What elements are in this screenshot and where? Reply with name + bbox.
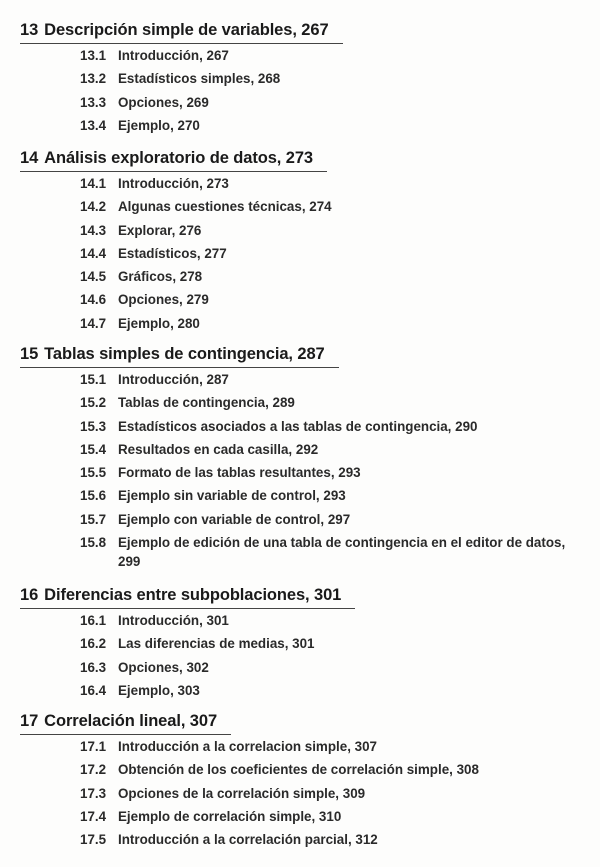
entry-number: 15.3 [80, 418, 107, 434]
chapter-number: 17 [20, 712, 39, 730]
chapter-14 [20, 148, 580, 335]
entry-text: Introducción, 301 [118, 613, 229, 628]
entry-text: Ejemplo sin variable de control, 293 [118, 488, 346, 504]
toc-entry [20, 415, 580, 438]
chapter-title: Diferencias entre subpoblaciones, 301 [44, 586, 342, 604]
entry-text: Opciones, 269 [118, 94, 209, 110]
entry-text: Formato de las tablas resultantes, 293 [118, 465, 361, 481]
chapter-13 [20, 20, 580, 137]
toc-entry [20, 368, 580, 391]
entry-text: Ejemplo de edición de una tabla de contingencia en el editor de datos, 299 [118, 535, 566, 570]
toc-entry [20, 484, 580, 507]
chapter-heading [20, 711, 231, 735]
entry-number: 17.5 [80, 832, 107, 848]
entry-text: Ejemplo de correlación simple, 310 [118, 808, 342, 824]
chapter-title: Descripción simple de variables, 267 [44, 21, 329, 39]
entry-number: 14.4 [80, 245, 107, 261]
chapter-entries [20, 368, 580, 573]
chapter-15 [20, 344, 580, 573]
entry-text: Introducción, 267 [118, 48, 229, 63]
entry-number: 15.2 [80, 395, 107, 411]
chapter-16 [20, 585, 580, 702]
toc-entry [20, 265, 580, 288]
chapter-number: 15 [20, 345, 39, 363]
entry-number: 14.6 [80, 292, 107, 308]
toc-entry [20, 828, 580, 851]
toc-entry [20, 508, 580, 531]
entry-number: 13.2 [80, 71, 107, 87]
entry-number: 14.7 [80, 315, 107, 331]
toc-entry [20, 782, 580, 805]
entry-text: Opciones, 279 [118, 292, 209, 308]
entry-number: 16.4 [80, 682, 107, 698]
toc-entry [20, 679, 580, 702]
toc-entry [20, 632, 580, 655]
entry-text: Gráficos, 278 [118, 269, 203, 285]
entry-text: Introducción a la correlacion simple, 307 [118, 739, 377, 754]
chapter-entries [20, 735, 580, 851]
toc-entry [20, 609, 580, 632]
chapter-entries [20, 172, 580, 335]
toc-entry [20, 735, 580, 758]
entry-number: 15.7 [80, 511, 107, 527]
toc-entry [20, 531, 578, 573]
entry-number: 15.6 [80, 488, 107, 504]
entry-number: 14.3 [80, 222, 107, 238]
entry-number: 13.1 [80, 48, 107, 63]
chapter-title: Correlación lineal, 307 [44, 712, 218, 730]
chapter-heading [20, 20, 343, 44]
entry-number: 15.4 [80, 441, 107, 457]
toc-entry [20, 91, 580, 114]
entry-number: 14.2 [80, 199, 107, 215]
entry-text: Ejemplo, 280 [118, 315, 200, 331]
toc-entry [20, 438, 580, 461]
entry-text: Obtención de los coeficientes de correlación simple, 308 [118, 762, 479, 778]
entry-number: 16.3 [80, 659, 107, 675]
chapter-heading [20, 344, 339, 368]
entry-text: Introducción, 273 [118, 176, 229, 191]
entry-text: Estadísticos simples, 268 [118, 71, 281, 87]
toc-entry [20, 172, 580, 195]
toc-entry [20, 288, 580, 311]
entry-text: Ejemplo, 303 [118, 682, 200, 698]
toc-entry [20, 391, 580, 414]
entry-text: Introducción, 287 [118, 372, 229, 387]
toc-entry [20, 44, 580, 67]
toc-entry [20, 312, 580, 335]
entry-text: Tablas de contingencia, 289 [118, 395, 295, 411]
toc-entry [20, 195, 580, 218]
entry-number: 16.1 [80, 613, 107, 628]
toc-entry [20, 758, 580, 781]
entry-number: 15.8 [80, 535, 107, 551]
entry-text: Resultados en cada casilla, 292 [118, 441, 319, 457]
toc-entry [20, 219, 580, 242]
entry-text: Explorar, 276 [118, 222, 202, 238]
entry-text: Ejemplo, 270 [118, 117, 200, 133]
entry-number: 17.3 [80, 785, 107, 801]
toc-entry [20, 114, 580, 137]
toc-entry [20, 805, 580, 828]
entry-text: Opciones de la correlación simple, 309 [118, 785, 366, 801]
toc-entry [20, 461, 580, 484]
chapter-number: 14 [20, 149, 39, 167]
toc-entry [20, 67, 580, 90]
entry-text: Introducción a la correlación parcial, 312 [118, 832, 378, 848]
chapter-title: Tablas simples de contingencia, 287 [44, 345, 325, 363]
entry-text: Ejemplo con variable de control, 297 [118, 511, 351, 527]
entry-number: 15.5 [80, 465, 107, 481]
chapter-heading [20, 148, 327, 172]
entry-text: Las diferencias de medias, 301 [118, 636, 315, 652]
chapter-title: Análisis exploratorio de datos, 273 [44, 149, 313, 167]
entry-number: 16.2 [80, 636, 107, 652]
entry-number: 15.1 [80, 372, 107, 387]
chapter-entries [20, 609, 580, 702]
entry-text: Opciones, 302 [118, 659, 209, 675]
toc-entry [20, 656, 580, 679]
entry-number: 17.4 [80, 808, 107, 824]
entry-number: 14.1 [80, 176, 107, 191]
chapter-heading [20, 585, 355, 609]
entry-text: Algunas cuestiones técnicas, 274 [118, 199, 332, 215]
entry-number: 17.2 [80, 762, 107, 778]
toc-entry [20, 242, 580, 265]
chapter-entries [20, 44, 580, 137]
entry-number: 13.4 [80, 117, 107, 133]
chapter-number: 16 [20, 586, 39, 604]
entry-number: 14.5 [80, 269, 107, 285]
entry-text: Estadísticos, 277 [118, 245, 227, 261]
chapter-number: 13 [20, 21, 39, 39]
chapter-17 [20, 711, 580, 851]
entry-number: 17.1 [80, 739, 107, 754]
entry-text: Estadísticos asociados a las tablas de contingencia, 290 [118, 418, 478, 434]
entry-number: 13.3 [80, 94, 107, 110]
